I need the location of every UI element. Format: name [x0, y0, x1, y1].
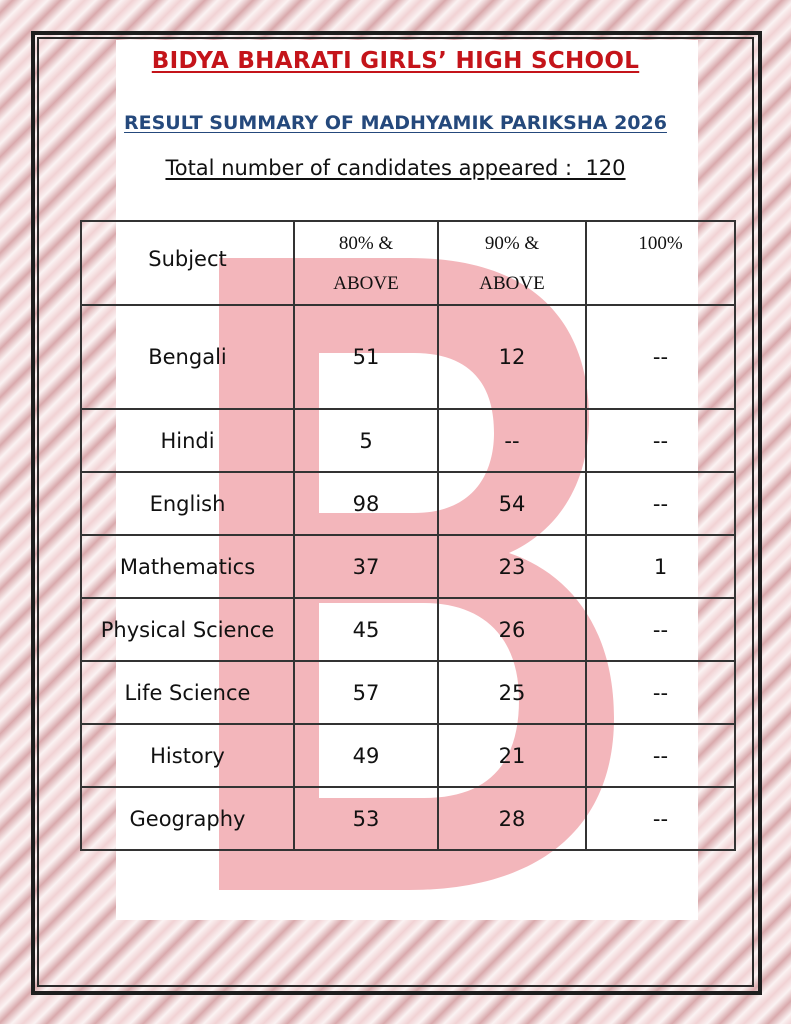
header-90-line2: ABOVE	[479, 273, 545, 294]
table-row	[81, 661, 735, 724]
cell-90-above: 28	[438, 787, 586, 850]
candidates-count-line: Total number of candidates appeared : 120	[165, 156, 626, 180]
cell-subject: English	[81, 472, 294, 535]
header-90-above	[438, 221, 586, 305]
cell-100: --	[586, 472, 735, 535]
cell-80-above: 37	[294, 535, 438, 598]
cell-90-above: --	[438, 409, 586, 472]
header-80-line2: ABOVE	[333, 273, 399, 294]
cell-100: --	[586, 661, 735, 724]
cell-90-above: 54	[438, 472, 586, 535]
cell-subject: Bengali	[81, 305, 294, 409]
cell-100: --	[586, 598, 735, 661]
cell-80-above: 98	[294, 472, 438, 535]
table-row	[81, 724, 735, 787]
header-100: 100%	[586, 221, 735, 305]
cell-100: --	[586, 787, 735, 850]
table-row	[81, 787, 735, 850]
table-row	[81, 598, 735, 661]
cell-100: --	[586, 409, 735, 472]
cell-100: --	[586, 305, 735, 409]
cell-90-above: 12	[438, 305, 586, 409]
results-table	[80, 220, 736, 851]
table-header-row	[81, 221, 735, 305]
cell-subject: Life Science	[81, 661, 294, 724]
cell-subject: History	[81, 724, 294, 787]
table-row	[81, 535, 735, 598]
header-80-line1: 80% &	[338, 233, 394, 254]
header-subject: Subject	[81, 221, 294, 305]
header-90-line1: 90% &	[484, 233, 540, 254]
cell-80-above: 53	[294, 787, 438, 850]
cell-100: 1	[586, 535, 735, 598]
cell-80-above: 51	[294, 305, 438, 409]
table-row	[81, 305, 735, 409]
cell-100: --	[586, 724, 735, 787]
school-name: BIDYA BHARATI GIRLS’ HIGH SCHOOL	[151, 48, 640, 74]
cell-subject: Mathematics	[81, 535, 294, 598]
cell-subject: Physical Science	[81, 598, 294, 661]
cell-90-above: 23	[438, 535, 586, 598]
cell-90-above: 26	[438, 598, 586, 661]
summary-title: RESULT SUMMARY OF MADHYAMIK PARIKSHA 2026	[124, 112, 667, 134]
table-row	[81, 472, 735, 535]
cell-80-above: 57	[294, 661, 438, 724]
cell-80-above: 45	[294, 598, 438, 661]
table-row	[81, 409, 735, 472]
cell-80-above: 49	[294, 724, 438, 787]
cell-90-above: 25	[438, 661, 586, 724]
cell-90-above: 21	[438, 724, 586, 787]
cell-80-above: 5	[294, 409, 438, 472]
cell-subject: Geography	[81, 787, 294, 850]
header-80-above	[294, 221, 438, 305]
cell-subject: Hindi	[81, 409, 294, 472]
